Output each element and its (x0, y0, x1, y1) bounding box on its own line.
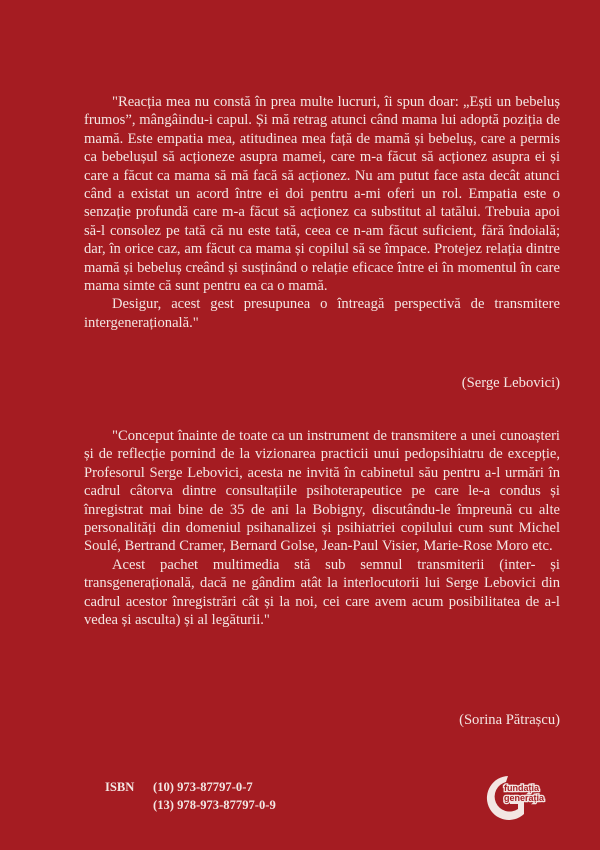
isbn-13: (13) 978-973-87797-0-9 (153, 798, 276, 812)
isbn-block (105, 778, 276, 814)
quote-paragraph: Acest pachet multimedia stă sub semnul transmiterii (inter- și transgenerațională, dacă ne gândim atât la interlocutorii lui Serge Lebovici din cadrul acestor înregistrări cât și la noi, cei care avem acum posibilitatea de a-l vedea și asculta) și al legăturii." (84, 556, 560, 629)
patrascu-quote (84, 427, 560, 629)
attribution-patrascu: (Sorina Pătrașcu) (459, 712, 560, 728)
generatia-logo-icon (474, 768, 570, 822)
logo-text-fundatia: fundația (504, 783, 539, 793)
quote-paragraph: "Reacția mea nu constă în prea multe lucruri, îi spun doar: „Ești un bebeluș frumos”, mângâindu-i capul. Și mă retrag atunci când mama lui adoptă poziția de mamă. Este empatia mea, atitudinea mea față de mamă și bebeluș, care a permis ca bebelușul să acționeze asupra mamei, care m-a făcut să acționez asupra ei și care a făcut ca mama să mă facă să acționez. Nu am putut face asta decât atunci când a existat un acord între ei doi pentru a-mi oferi un rol. Empatia este o senzație profundă care m-a făcut să acționez ca substitut al tatălui. Trebuia apoi să-l consolez pe tată că nu este tată, ceea ce n-am făcut suficient, fără îndoială; dar, în orice caz, am făcut ca mama și copilul să se împace. Protejez relația dintre mamă și bebeluș creând și susținând o relație eficace între ei în momentul în care mama simte că sunt pentru ea ca o mamă. (84, 94, 560, 295)
quote-paragraph: "Conceput înainte de toate ca un instrument de transmitere a unei cunoașteri și de reflecție pornind de la vizionarea practicii unui pedopsihiatru de excepție, Profesorul Serge Lebovici, acesta ne invită în cabinetul său pentru a-l urmări în cadrul câtorva dintre consultațiile psihoterapeutice pe care le-a condus și înregistrat mai bine de 35 de ani la Bobigny, discutându-le împreună cu alte personalități din domeniul psihanalizei și psihiatriei copilului cum sunt Michel Soulé, Bertrand Cramer, Bernard Golse, Jean-Paul Visier, Marie-Rose Moro etc. (84, 428, 560, 555)
publisher-logo (474, 768, 570, 822)
isbn-label: ISBN (105, 780, 135, 794)
lebovici-quote (84, 93, 560, 332)
isbn-10: (10) 973-87797-0-7 (153, 780, 253, 794)
logo-text-generatia: generația (504, 793, 545, 803)
attribution-lebovici: (Serge Lebovici) (461, 375, 560, 391)
quote-paragraph: Desigur, acest gest presupunea o întreagă perspectivă de transmitere intergenerațională." (84, 296, 560, 331)
